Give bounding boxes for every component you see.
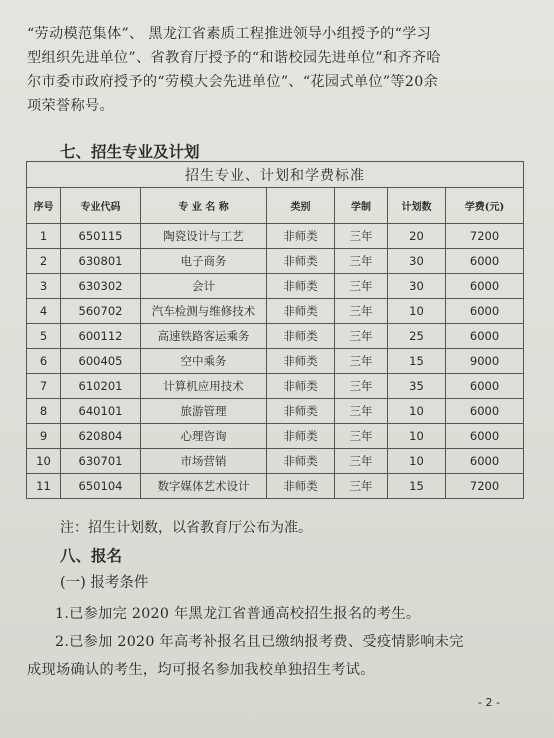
header-cell: 学费(元): [446, 188, 524, 224]
table-cell: 560702: [61, 299, 141, 324]
table-cell: 三年: [335, 324, 388, 349]
table-cell: 三年: [335, 224, 388, 249]
table-cell: 15: [388, 349, 446, 374]
table-cell: 非师类: [267, 399, 335, 424]
table-cell: 3: [27, 274, 61, 299]
table-cell: 10: [388, 299, 446, 324]
table-cell: 6000: [446, 249, 524, 274]
table-cell: 630701: [61, 449, 141, 474]
table-cell: 三年: [335, 449, 388, 474]
table-cell: 心理咨询: [141, 424, 267, 449]
conditions-paragraph: [27, 600, 532, 684]
table-cell: 6000: [446, 424, 524, 449]
table-cell: 三年: [335, 274, 388, 299]
header-cell: 计划数: [388, 188, 446, 224]
table-cell: 非师类: [267, 249, 335, 274]
table-cell: 市场营销: [141, 449, 267, 474]
table-cell: 650115: [61, 224, 141, 249]
table-cell: 6000: [446, 324, 524, 349]
table-cell: 非师类: [267, 374, 335, 399]
table-cell: 10: [388, 449, 446, 474]
table-row: [27, 224, 524, 249]
header-cell: 专 业 名 称: [141, 188, 267, 224]
table-cell: 6000: [446, 274, 524, 299]
table-cell: 30: [388, 249, 446, 274]
table-cell: 数字媒体艺术设计: [141, 474, 267, 499]
table-cell: 6000: [446, 449, 524, 474]
table-cell: 630302: [61, 274, 141, 299]
table-cell: 15: [388, 474, 446, 499]
table-row: [27, 399, 524, 424]
table-cell: 三年: [335, 399, 388, 424]
table-cell: 计算机应用技术: [141, 374, 267, 399]
header-cell: 类别: [267, 188, 335, 224]
table-cell: 650104: [61, 474, 141, 499]
table-row: [27, 349, 524, 374]
table-cell: 非师类: [267, 449, 335, 474]
table-cell: 8: [27, 399, 61, 424]
intro-line: 项荣誉称号。: [27, 98, 114, 114]
table-cell: 11: [27, 474, 61, 499]
table-cell: 1: [27, 224, 61, 249]
condition-line: 成现场确认的考生，均可报名参加我校单独招生考试。: [27, 662, 375, 678]
table-cell: 9000: [446, 349, 524, 374]
table-cell: 非师类: [267, 299, 335, 324]
table-row: [27, 324, 524, 349]
table-cell: 610201: [61, 374, 141, 399]
table-caption: 招生专业、计划和学费标准: [27, 162, 524, 188]
table-cell: 35: [388, 374, 446, 399]
table-cell: 旅游管理: [141, 399, 267, 424]
section-7-heading: 七、招生专业及计划: [60, 142, 200, 161]
table-cell: 非师类: [267, 324, 335, 349]
table-cell: 非师类: [267, 349, 335, 374]
table-row: [27, 474, 524, 499]
intro-line: “劳动模范集体”、 黑龙江省素质工程推进领导小组授予的“学习: [27, 26, 432, 42]
table-cell: 三年: [335, 299, 388, 324]
table-cell: 汽车检测与维修技术: [141, 299, 267, 324]
table-cell: 620804: [61, 424, 141, 449]
table-row: [27, 424, 524, 449]
condition-line: 1.已参加完 2020 年黑龙江省普通高校招生报名的考生。: [55, 606, 421, 622]
table-cell: 非师类: [267, 474, 335, 499]
table-cell: 4: [27, 299, 61, 324]
table-cell: 非师类: [267, 224, 335, 249]
table-cell: 7: [27, 374, 61, 399]
table-cell: 陶瓷设计与工艺: [141, 224, 267, 249]
table-cell: 三年: [335, 374, 388, 399]
condition-line: 2.已参加 2020 年高考补报名且已缴纳报考费、受疫情影响未完: [55, 634, 464, 650]
table-cell: 会计: [141, 274, 267, 299]
page-number: - 2 -: [478, 696, 500, 709]
table-cell: 10: [27, 449, 61, 474]
header-cell: 专业代码: [61, 188, 141, 224]
table-cell: 2: [27, 249, 61, 274]
table-cell: 25: [388, 324, 446, 349]
subsection-1-heading: (一) 报考条件: [60, 575, 149, 591]
table-cell: 电子商务: [141, 249, 267, 274]
header-cell: 序号: [27, 188, 61, 224]
intro-paragraph: [27, 22, 532, 118]
table-cell: 30: [388, 274, 446, 299]
enrollment-table: [26, 161, 524, 499]
table-cell: 三年: [335, 424, 388, 449]
table-row: [27, 449, 524, 474]
table-cell: 6000: [446, 399, 524, 424]
table-row: [27, 299, 524, 324]
header-cell: 学制: [335, 188, 388, 224]
table-cell: 6000: [446, 374, 524, 399]
table-cell: 7200: [446, 224, 524, 249]
table-row: [27, 249, 524, 274]
table-cell: 9: [27, 424, 61, 449]
table-cell: 空中乘务: [141, 349, 267, 374]
intro-line: 型组织先进单位”、省教育厅授予的“和谐校园先进单位”和齐齐哈: [27, 50, 441, 66]
section-8-heading: 八、报名: [60, 546, 123, 565]
table-header-row: [27, 188, 524, 224]
table-cell: 三年: [335, 249, 388, 274]
table-cell: 7200: [446, 474, 524, 499]
table-cell: 630801: [61, 249, 141, 274]
table-cell: 6: [27, 349, 61, 374]
table-cell: 三年: [335, 474, 388, 499]
table-cell: 高速铁路客运乘务: [141, 324, 267, 349]
table-cell: 非师类: [267, 274, 335, 299]
table-cell: 6000: [446, 299, 524, 324]
table-cell: 600405: [61, 349, 141, 374]
table-cell: 10: [388, 399, 446, 424]
table-cell: 三年: [335, 349, 388, 374]
table-cell: 非师类: [267, 424, 335, 449]
table-cell: 600112: [61, 324, 141, 349]
table-cell: 10: [388, 424, 446, 449]
table-row: [27, 274, 524, 299]
table-cell: 5: [27, 324, 61, 349]
table-row: [27, 374, 524, 399]
table-cell: 640101: [61, 399, 141, 424]
intro-line: 尔市委市政府授予的“劳模大会先进单位”、“花园式单位”等20余: [27, 74, 439, 90]
table-cell: 20: [388, 224, 446, 249]
table-note: 注：招生计划数，以省教育厅公布为准。: [60, 520, 312, 536]
